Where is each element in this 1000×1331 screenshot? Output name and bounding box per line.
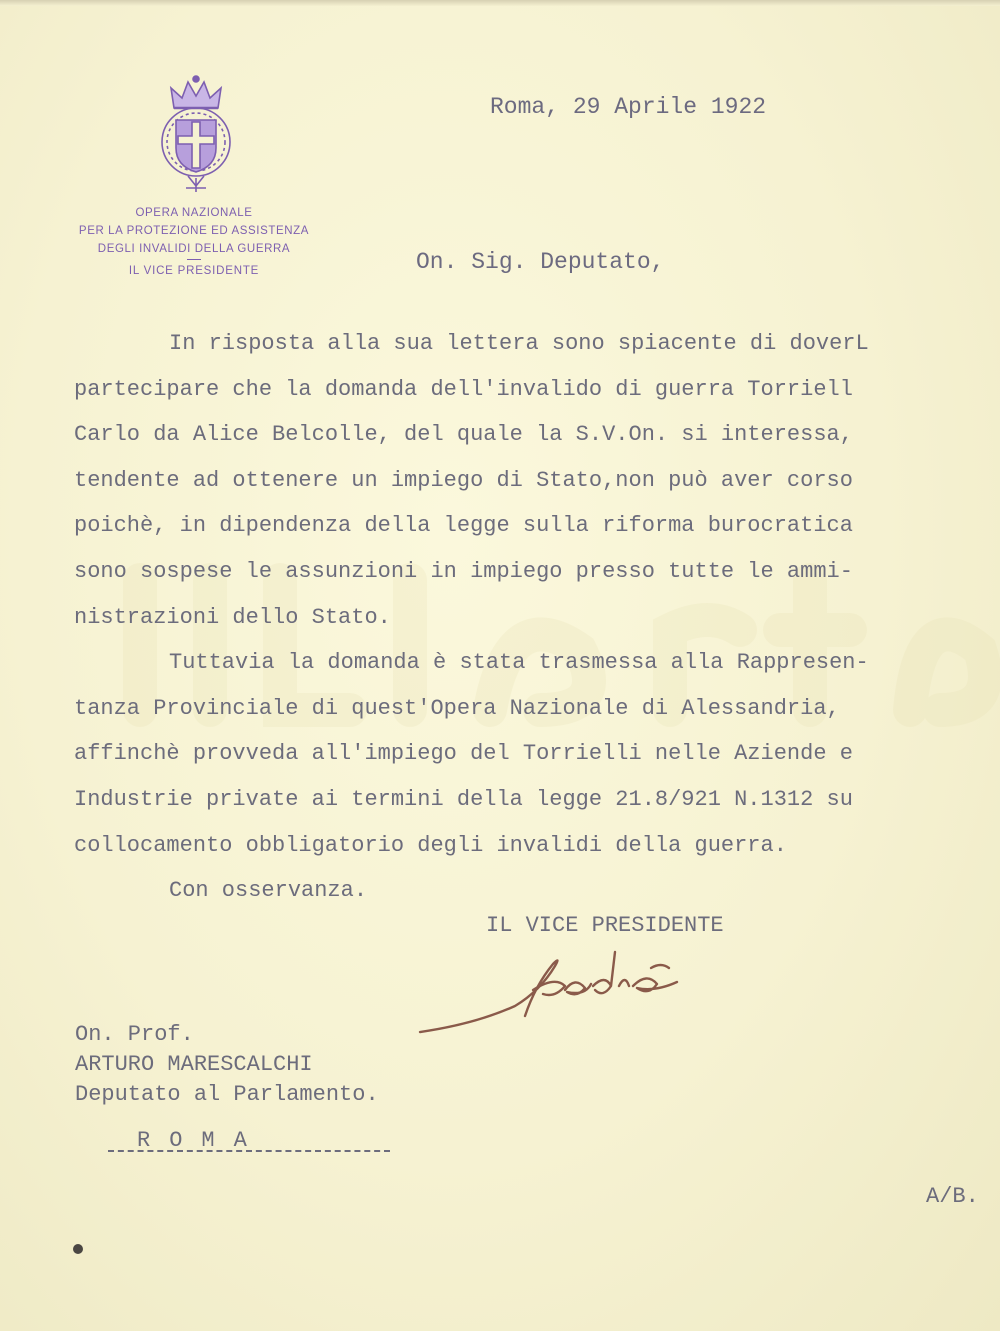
city-underline bbox=[108, 1150, 390, 1152]
body-line: Tuttavia la domanda è stata trasmessa alla Rappresen- bbox=[169, 650, 869, 676]
letterhead bbox=[62, 204, 326, 280]
recipient-name: ARTURO MARESCALCHI bbox=[75, 1052, 313, 1077]
letter-date: Roma, 29 Aprile 1922 bbox=[490, 94, 767, 120]
letterhead-purpose-line: PER LA PROTEZIONE ED ASSISTENZA bbox=[78, 225, 310, 237]
letterhead-office-line: IL VICE PRESIDENTE bbox=[128, 265, 260, 277]
recipient-address bbox=[75, 1020, 379, 1110]
recipient-office: Deputato al Parlamento. bbox=[75, 1082, 379, 1107]
body-line: Industrie private ai termini della legge 21.8/921 N.1312 su bbox=[74, 786, 853, 812]
body-line: nistrazioni dello Stato. bbox=[74, 604, 391, 630]
letterhead-org-line: OPERA NAZIONALE bbox=[135, 207, 253, 219]
body-line: collocamento obbligatorio degli invalidi della guerra. bbox=[74, 832, 787, 858]
letterhead-beneficiary-line: DEGLI INVALIDI DELLA GUERRA bbox=[97, 243, 291, 255]
body-line: sono sospese le assunzioni in impiego presso tutte le ammi- bbox=[74, 558, 853, 584]
body-line: partecipare che la domanda dell'invalido di guerra Torriell bbox=[74, 376, 853, 402]
ink-spot bbox=[73, 1244, 83, 1254]
body-line: tanza Provinciale di quest'Opera Nazionale di Alessandria, bbox=[74, 695, 840, 721]
signature-title: IL VICE PRESIDENTE bbox=[486, 913, 724, 938]
closing-line: Con osservanza. bbox=[169, 878, 368, 904]
letterhead-divider bbox=[187, 259, 201, 260]
paper-top-edge bbox=[0, 0, 1000, 6]
recipient-city: ROMA bbox=[137, 1128, 266, 1153]
body-line: affinchè provveda all'impiego del Torrielli nelle Aziende e bbox=[74, 741, 853, 767]
savoy-crown-shield-icon bbox=[158, 74, 234, 194]
body-line: In risposta alla sua lettera sono spiacente di doverL bbox=[169, 331, 869, 356]
body-line: poichè, in dipendenza della legge sulla riforma burocratica bbox=[74, 513, 853, 539]
handwritten-signature bbox=[415, 946, 705, 1041]
typist-initials: A/B. bbox=[926, 1184, 979, 1209]
letter-body bbox=[74, 321, 1000, 914]
body-line: Carlo da Alice Belcolle, del quale la S.V.On. si interessa, bbox=[74, 422, 853, 448]
body-line: tendente ad ottenere un impiego di Stato,non può aver corso bbox=[74, 467, 853, 493]
salutation: On. Sig. Deputato, bbox=[416, 249, 665, 275]
recipient-title: On. Prof. bbox=[75, 1022, 194, 1047]
